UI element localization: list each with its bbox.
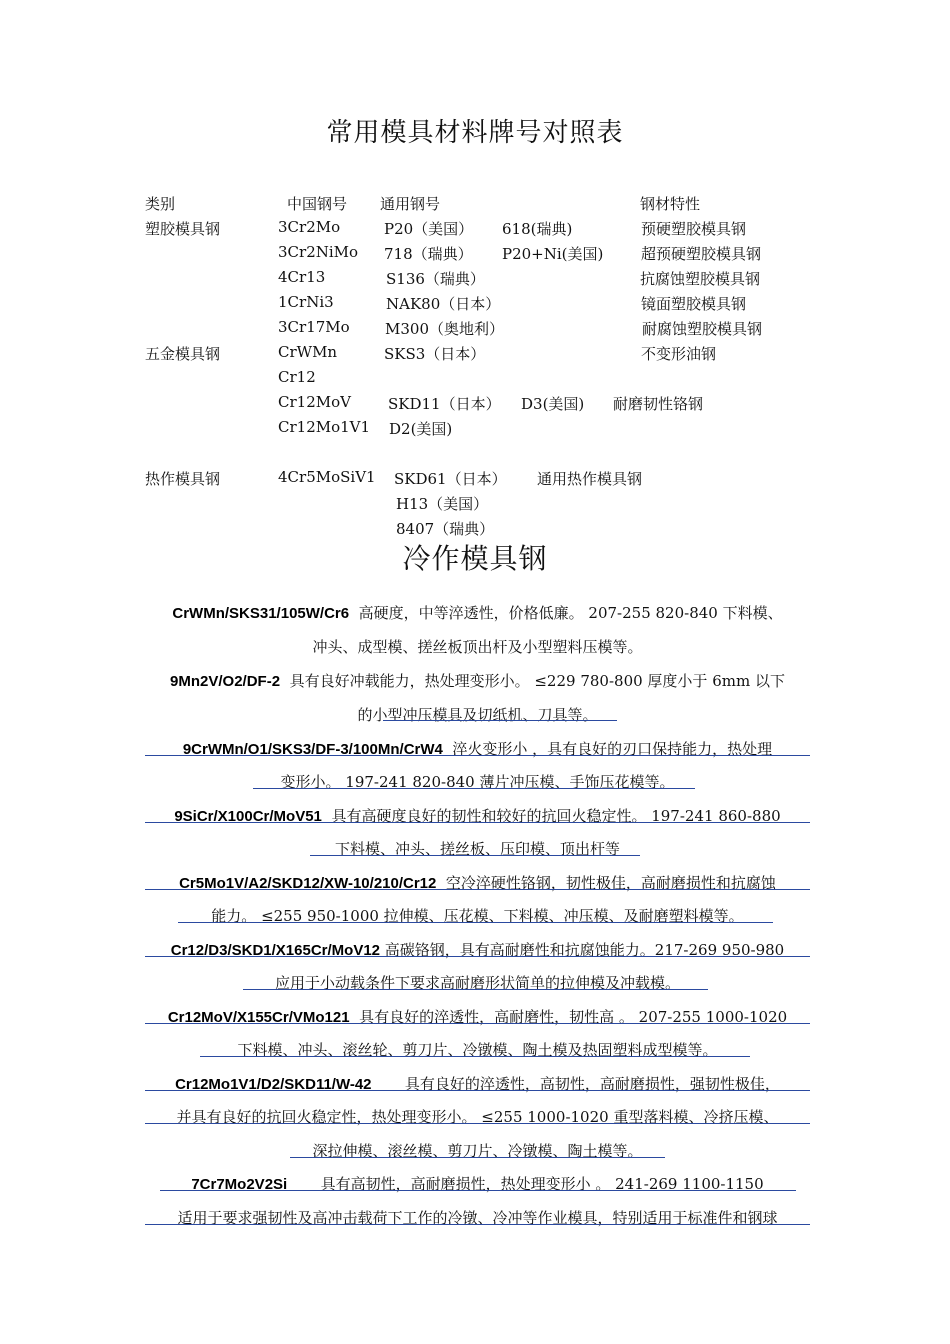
list-item-continuation: 并具有良好的抗回火稳定性，热处理变形小。 ≤255 1000-1020 重型落料模、冷挤压模、 bbox=[176, 1108, 779, 1126]
steel-grade: 9CrWMn/O1/SKS3/DF-3/100Mn/CrW4 bbox=[182, 741, 443, 758]
description-text: 高硬度，中等淬透性，价格低廉。 207-255 820-840 下料模、 bbox=[358, 604, 783, 622]
table-cell: CrWMn bbox=[278, 343, 338, 361]
steel-grade: 9SiCr/X100Cr/MoV51 bbox=[174, 808, 322, 825]
list-item-continuation: 冲头、成型模、搓丝板顶出杆及小型塑料压模等。 bbox=[312, 638, 643, 656]
table-cell: P20+Ni(美国) bbox=[502, 245, 604, 263]
underline-rule bbox=[145, 1224, 810, 1225]
list-item-continuation: 的小型冲压模具及切纸机、刀具等。 bbox=[357, 706, 598, 724]
description-text: 具有良好冲载能力，热处理变形小。 ≤229 780-800 厚度小于 6mm 以下 bbox=[289, 672, 785, 690]
underline-rule bbox=[200, 1056, 750, 1057]
underline-rule bbox=[383, 720, 617, 721]
table-cell: SKD61（日本） bbox=[394, 470, 507, 488]
underline-rule bbox=[145, 1090, 810, 1091]
list-item-continuation: 能力。 ≤255 950-1000 拉伸模、压花模、下料模、冲压模、及耐磨塑料模等。 bbox=[211, 907, 744, 925]
table-cell: Cr12Mo1V1 bbox=[278, 418, 371, 436]
table-cell: 耐腐蚀塑胶模具钢 bbox=[642, 320, 763, 338]
underline-rule bbox=[178, 922, 773, 923]
list-item bbox=[145, 602, 810, 623]
steel-grade: 9Mn2V/O2/DF-2 bbox=[170, 673, 281, 690]
description-text: 淬火变形小 ，具有良好的刃口保持能力，热处理 bbox=[452, 740, 773, 758]
description-text: 高碳铬钢，具有高耐磨性和抗腐蚀能力。217-269 950-980 bbox=[384, 941, 785, 959]
table-cell: 3Cr17Mo bbox=[278, 318, 350, 336]
list-item-continuation: 适用于要求强韧性及高冲击载荷下工作的冷镦、冷冲等作业模具，特别适用于标准件和钢球 bbox=[177, 1209, 778, 1227]
list-item-continuation: 变形小。 197-241 820-840 薄片冲压模、手饰压花模等。 bbox=[280, 773, 675, 791]
table-cell: 8407（瑞典） bbox=[396, 520, 495, 538]
table-cell: 耐磨韧性铬钢 bbox=[613, 395, 704, 413]
table-cell: 3Cr2Mo bbox=[278, 218, 341, 236]
underline-rule bbox=[160, 1190, 796, 1191]
header-feature: 钢材特性 bbox=[640, 195, 701, 213]
underline-rule bbox=[290, 1157, 665, 1158]
underline-rule bbox=[145, 956, 810, 957]
list-item bbox=[145, 670, 810, 691]
table-cell: 镜面塑胶模具钢 bbox=[641, 295, 747, 313]
steel-grade: Cr12/D3/SKD1/X165Cr/MoV12 bbox=[170, 942, 381, 959]
table-cell: D3(美国) bbox=[521, 395, 585, 413]
table-cell: SKD11（日本） bbox=[388, 395, 501, 413]
header-cn-grade: 中国钢号 bbox=[287, 195, 348, 213]
list-item-continuation: 深拉伸模、滚丝模、剪刀片、冷镦模、陶土模等。 bbox=[312, 1142, 643, 1160]
underline-rule bbox=[145, 1123, 810, 1124]
table-cell: 抗腐蚀塑胶模具钢 bbox=[640, 270, 761, 288]
list-item-continuation: 应用于小动载条件下要求高耐磨形状简单的拉伸模及冲载模。 bbox=[274, 974, 680, 992]
table-cell: 4Cr13 bbox=[278, 268, 326, 286]
description-text: 空冷淬硬性铬钢，韧性极佳，高耐磨损性和抗腐蚀 bbox=[445, 874, 776, 892]
description-text: 具有良好的淬透性，高耐磨性，韧性高 。 207-255 1000-1020 bbox=[359, 1008, 788, 1026]
category-hotwork: 热作模具钢 bbox=[145, 470, 221, 488]
table-cell: 预硬塑胶模具钢 bbox=[641, 220, 747, 238]
steel-grade: Cr12MoV/X155Cr/VMo121 bbox=[167, 1009, 350, 1026]
table-cell: 3Cr2NiMo bbox=[278, 243, 359, 261]
table-cell: D2(美国) bbox=[389, 420, 453, 438]
table-cell: 4Cr5MoSiV1 bbox=[278, 468, 376, 486]
table-cell: Cr12 bbox=[278, 368, 316, 386]
header-category: 类别 bbox=[145, 195, 176, 213]
table-cell: 不变形油钢 bbox=[641, 345, 717, 363]
underline-rule bbox=[145, 1023, 810, 1024]
table-cell: 1CrNi3 bbox=[278, 293, 334, 311]
description-text: 具有良好的淬透性，高韧性，高耐磨损性，强韧性极佳， bbox=[404, 1075, 780, 1093]
table-cell: 618(瑞典) bbox=[502, 220, 573, 238]
table-cell: 超预硬塑胶模具钢 bbox=[641, 245, 762, 263]
steel-grade: CrWMn/SKS31/105W/Cr6 bbox=[172, 605, 350, 622]
underline-rule bbox=[145, 755, 810, 756]
table-cell: S136（瑞典） bbox=[386, 270, 485, 288]
section-title-cold-work: 冷作模具钢 bbox=[402, 542, 548, 575]
header-std-grade: 通用钢号 bbox=[380, 195, 441, 213]
underline-rule bbox=[243, 989, 708, 990]
steel-grade: Cr5Mo1V/A2/SKD12/XW-10/210/Cr12 bbox=[179, 875, 437, 892]
list-item-continuation: 下料模、冲头、滚丝轮、剪刀片、冷镦模、陶土模及热固塑料成型模等。 bbox=[237, 1041, 718, 1059]
category-plastic: 塑胶模具钢 bbox=[145, 220, 221, 238]
description-text: 具有高韧性，高耐磨损性，热处理变形小 。 241-269 1100-1150 bbox=[320, 1175, 764, 1193]
table-cell: 通用热作模具钢 bbox=[537, 470, 643, 488]
list-item-continuation: 下料模、冲头、搓丝板、压印模、顶出杆等 bbox=[334, 840, 620, 858]
underline-rule bbox=[145, 889, 810, 890]
underline-rule bbox=[253, 788, 695, 789]
table-cell: H13（美国） bbox=[396, 495, 489, 513]
table-cell: NAK80（日本） bbox=[386, 295, 501, 313]
steel-grade: 7Cr7Mo2V2Si bbox=[191, 1176, 288, 1193]
table-cell: Cr12MoV bbox=[278, 393, 351, 411]
table-cell: 718（瑞典） bbox=[384, 245, 473, 263]
underline-rule bbox=[145, 822, 810, 823]
table-cell: P20（美国） bbox=[384, 220, 474, 238]
table-cell: M300（奥地利） bbox=[385, 320, 504, 338]
steel-grade: Cr12Mo1V1/D2/SKD11/W-42 bbox=[175, 1076, 372, 1093]
table-cell: SKS3（日本） bbox=[384, 345, 486, 363]
underline-rule bbox=[310, 855, 640, 856]
page-title: 常用模具材料牌号对照表 bbox=[326, 118, 624, 148]
category-hardware: 五金模具钢 bbox=[145, 345, 221, 363]
description-text: 具有高硬度良好的韧性和较好的抗回火稳定性。 197-241 860-880 bbox=[331, 807, 781, 825]
